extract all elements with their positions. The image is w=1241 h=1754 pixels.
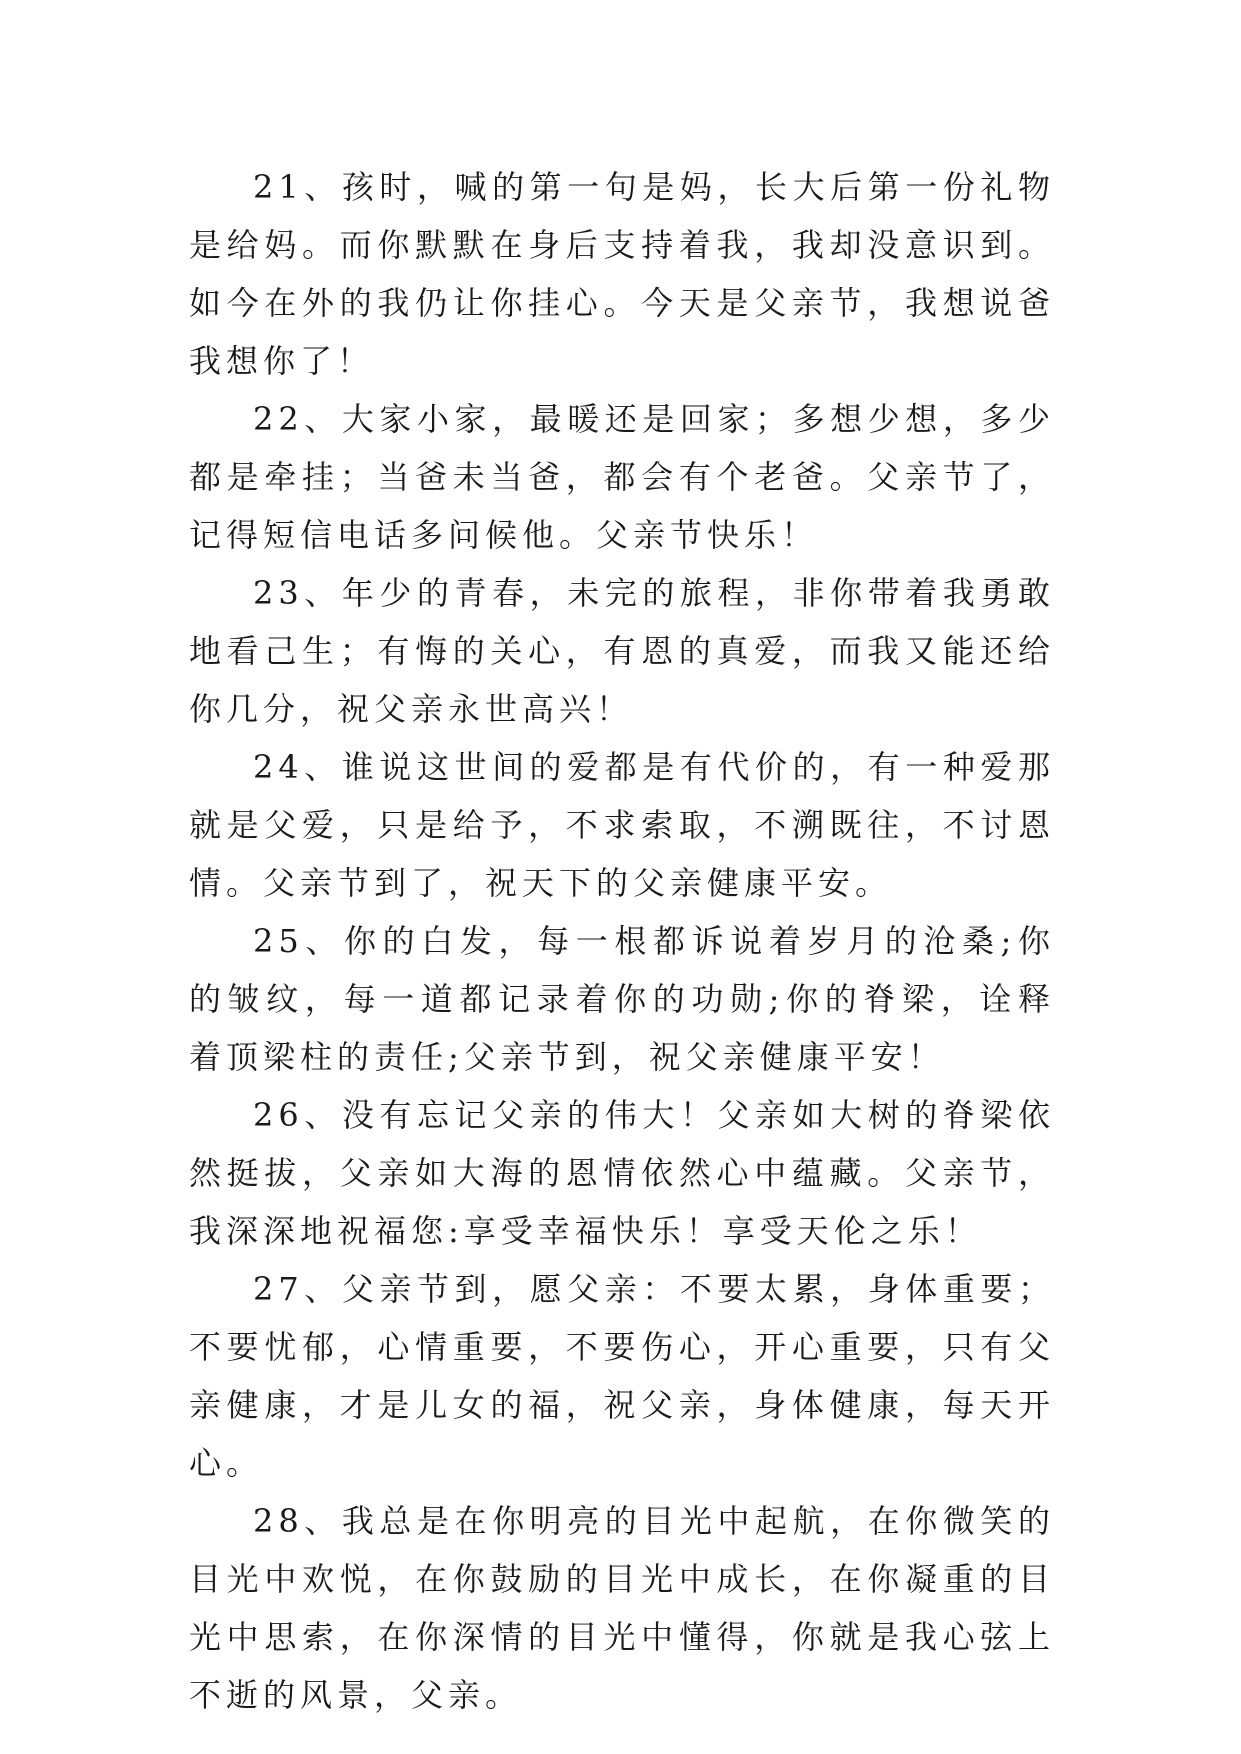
paragraph-25: 25、你的白发，每一根都诉说着岁月的沧桑;你的皱纹，每一道都记录着你的功勋;你的脊梁，诠释着顶梁柱的责任;父亲节到，祝父亲健康平安！ [189, 922, 1055, 1076]
paragraph-27: 27、父亲节到，愿父亲：不要太累，身体重要；不要忧郁，心情重要，不要伤心，开心重要，只有父亲健康，才是儿女的福，祝父亲，身体健康，每天开心。 [189, 1270, 1055, 1482]
paragraph-24: 24、谁说这世间的爱都是有代价的，有一种爱那就是父爱，只是给予，不求索取，不溯既往，不讨恩情。父亲节到了，祝天下的父亲健康平安。 [189, 748, 1055, 902]
paragraph-22: 22、大家小家，最暖还是回家；多想少想，多少都是牵挂；当爸未当爸，都会有个老爸。父亲节了，记得短信电话多问候他。父亲节快乐！ [189, 400, 1055, 554]
paragraph-21: 21、孩时，喊的第一句是妈，长大后第一份礼物是给妈。而你默默在身后支持着我，我却没意识到。如今在外的我仍让你挂心。今天是父亲节，我想说爸我想你了！ [189, 168, 1055, 380]
paragraph-23: 23、年少的青春，未完的旅程，非你带着我勇敢地看己生；有悔的关心，有恩的真爱，而我又能还给你几分，祝父亲永世高兴！ [189, 574, 1055, 728]
paragraph-28: 28、我总是在你明亮的目光中起航，在你微笑的目光中欢悦，在你鼓励的目光中成长，在你凝重的目光中思索，在你深情的目光中懂得，你就是我心弦上不逝的风景，父亲。 [189, 1502, 1055, 1714]
document-body [189, 158, 1055, 1724]
paragraph-26: 26、没有忘记父亲的伟大！父亲如大树的脊梁依然挺拔，父亲如大海的恩情依然心中蕴藏。父亲节，我深深地祝福您:享受幸福快乐！享受天伦之乐！ [189, 1096, 1055, 1250]
